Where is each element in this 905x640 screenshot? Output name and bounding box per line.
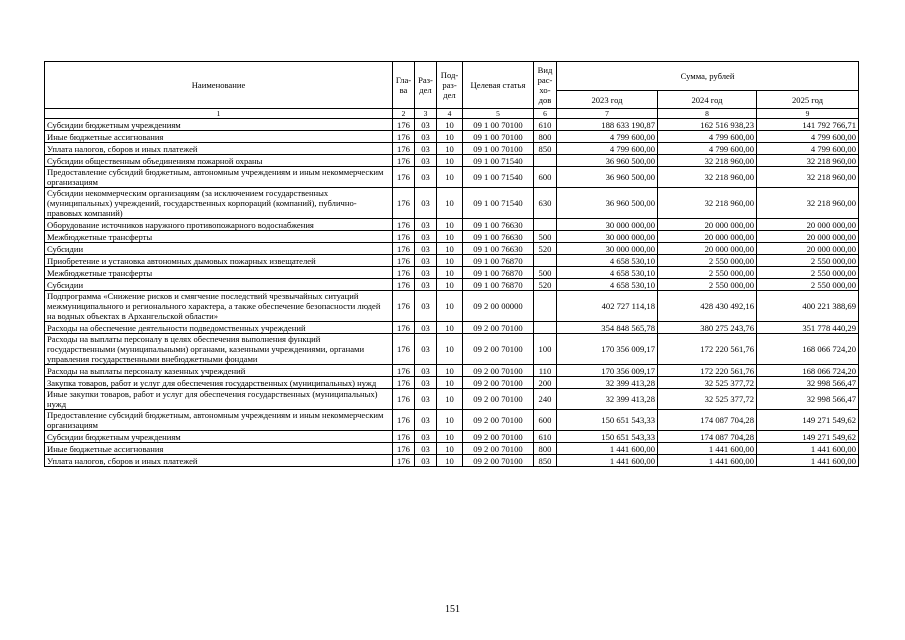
header-razdel: Раз-дел [415,62,437,109]
row-razdel: 03 [415,389,437,410]
table-row [45,291,859,322]
row-target: 09 2 00 70100 [463,377,534,389]
row-target: 09 1 00 76630 [463,219,534,231]
row-target: 09 2 00 70100 [463,365,534,377]
row-vid: 240 [534,389,557,410]
row-glava: 176 [393,243,415,255]
row-vid [534,291,557,322]
row-glava: 176 [393,365,415,377]
table-row [45,389,859,410]
row-sum-2023: 32 399 413,28 [557,389,658,410]
row-target: 09 1 00 76630 [463,231,534,243]
row-target: 09 1 00 76870 [463,267,534,279]
row-razdel: 03 [415,143,437,155]
row-name: Межбюджетные трансферты [45,267,393,279]
row-podrazdel: 10 [437,410,463,431]
row-podrazdel: 10 [437,243,463,255]
row-podrazdel: 10 [437,365,463,377]
row-sum-2023: 4 799 600,00 [557,143,658,155]
row-sum-2024: 174 087 704,28 [658,431,757,443]
table-row [45,231,859,243]
header-name: Наименование [45,62,393,109]
row-podrazdel: 10 [437,334,463,365]
column-number: 1 [45,109,393,119]
row-sum-2025: 168 066 724,20 [757,365,859,377]
row-glava: 176 [393,431,415,443]
row-razdel: 03 [415,443,437,455]
row-vid: 850 [534,455,557,467]
row-vid: 800 [534,443,557,455]
row-sum-2023: 36 960 500,00 [557,188,658,219]
row-vid: 610 [534,119,557,131]
row-vid [534,155,557,167]
row-sum-2023: 170 356 009,17 [557,365,658,377]
row-sum-2023: 4 658 530,10 [557,279,658,291]
row-razdel: 03 [415,267,437,279]
table-row [45,143,859,155]
row-sum-2023: 1 441 600,00 [557,455,658,467]
row-sum-2025: 32 218 960,00 [757,155,859,167]
row-razdel: 03 [415,410,437,431]
table-row [45,167,859,188]
row-vid [534,255,557,267]
column-number: 3 [415,109,437,119]
row-name: Субсидии общественным объединениям пожарной охраны [45,155,393,167]
row-podrazdel: 10 [437,188,463,219]
row-sum-2024: 32 218 960,00 [658,167,757,188]
column-number-row [45,109,859,119]
row-name: Уплата налогов, сборов и иных платежей [45,455,393,467]
row-sum-2024: 172 220 561,76 [658,365,757,377]
row-vid: 600 [534,410,557,431]
row-name: Иные бюджетные ассигнования [45,131,393,143]
row-target: 09 2 00 70100 [463,389,534,410]
row-sum-2024: 1 441 600,00 [658,443,757,455]
row-sum-2025: 20 000 000,00 [757,219,859,231]
page-number: 151 [445,604,460,615]
row-podrazdel: 10 [437,119,463,131]
row-sum-2025: 351 778 440,29 [757,322,859,334]
row-sum-2025: 2 550 000,00 [757,279,859,291]
table-row [45,243,859,255]
row-sum-2024: 32 525 377,72 [658,377,757,389]
row-target: 09 2 00 70100 [463,431,534,443]
row-sum-2024: 4 799 600,00 [658,143,757,155]
table-row [45,279,859,291]
row-name: Расходы на выплаты персоналу в целях обеспечения выполнения функций государственными (муниципальными) органами, казенными учреждениями, органами управления государственными внебюджетными фондами [45,334,393,365]
row-sum-2025: 32 998 566,47 [757,377,859,389]
row-razdel: 03 [415,377,437,389]
row-sum-2024: 2 550 000,00 [658,255,757,267]
row-vid: 110 [534,365,557,377]
row-glava: 176 [393,279,415,291]
row-podrazdel: 10 [437,155,463,167]
row-glava: 176 [393,291,415,322]
header-vid: Вид рас-хо-дов [534,62,557,109]
row-sum-2023: 402 727 114,18 [557,291,658,322]
row-target: 09 1 00 76870 [463,255,534,267]
row-sum-2023: 4 658 530,10 [557,255,658,267]
row-target: 09 1 00 70100 [463,119,534,131]
row-sum-2023: 170 356 009,17 [557,334,658,365]
row-razdel: 03 [415,334,437,365]
row-sum-2024: 4 799 600,00 [658,131,757,143]
row-sum-2023: 4 658 530,10 [557,267,658,279]
row-razdel: 03 [415,431,437,443]
row-glava: 176 [393,455,415,467]
row-podrazdel: 10 [437,322,463,334]
row-podrazdel: 10 [437,279,463,291]
row-sum-2025: 2 550 000,00 [757,255,859,267]
row-name: Субсидии [45,243,393,255]
row-name: Предоставление субсидий бюджетным, автономным учреждениям и иным некоммерческим организациям [45,410,393,431]
table-row [45,119,859,131]
row-sum-2024: 172 220 561,76 [658,334,757,365]
row-glava: 176 [393,267,415,279]
header-sum: Сумма, рублей [557,62,859,91]
row-sum-2025: 20 000 000,00 [757,243,859,255]
column-number: 5 [463,109,534,119]
table-row [45,377,859,389]
row-glava: 176 [393,377,415,389]
row-razdel: 03 [415,291,437,322]
row-sum-2024: 32 525 377,72 [658,389,757,410]
row-glava: 176 [393,155,415,167]
row-glava: 176 [393,219,415,231]
row-podrazdel: 10 [437,443,463,455]
row-sum-2024: 380 275 243,76 [658,322,757,334]
table-row [45,431,859,443]
row-podrazdel: 10 [437,231,463,243]
table-row [45,267,859,279]
row-name: Субсидии [45,279,393,291]
row-glava: 176 [393,131,415,143]
row-sum-2025: 4 799 600,00 [757,131,859,143]
table-row [45,322,859,334]
row-name: Межбюджетные трансферты [45,231,393,243]
row-name: Предоставление субсидий бюджетным, автономным учреждениям и иным некоммерческим организациям [45,167,393,188]
row-sum-2023: 36 960 500,00 [557,155,658,167]
table-row [45,188,859,219]
row-target: 09 1 00 76630 [463,243,534,255]
row-podrazdel: 10 [437,131,463,143]
row-sum-2023: 4 799 600,00 [557,131,658,143]
row-target: 09 2 00 70100 [463,443,534,455]
header-glava: Гла-ва [393,62,415,109]
row-vid: 520 [534,243,557,255]
header-year-2023: 2023 год [557,91,658,109]
row-target: 09 2 00 00000 [463,291,534,322]
header-year-2025: 2025 год [757,91,859,109]
row-sum-2023: 36 960 500,00 [557,167,658,188]
row-sum-2025: 32 998 566,47 [757,389,859,410]
row-sum-2024: 20 000 000,00 [658,219,757,231]
row-name: Расходы на выплаты персоналу казенных учреждений [45,365,393,377]
row-target: 09 2 00 70100 [463,322,534,334]
row-sum-2025: 149 271 549,62 [757,410,859,431]
row-sum-2025: 2 550 000,00 [757,267,859,279]
row-vid: 520 [534,279,557,291]
row-name: Закупка товаров, работ и услуг для обеспечения государственных (муниципальных) нужд [45,377,393,389]
row-sum-2025: 4 799 600,00 [757,143,859,155]
row-name: Уплата налогов, сборов и иных платежей [45,143,393,155]
row-podrazdel: 10 [437,167,463,188]
column-number: 7 [557,109,658,119]
row-sum-2025: 141 792 766,71 [757,119,859,131]
row-target: 09 1 00 71540 [463,155,534,167]
row-podrazdel: 10 [437,219,463,231]
row-razdel: 03 [415,131,437,143]
row-sum-2024: 2 550 000,00 [658,279,757,291]
table-row [45,365,859,377]
row-sum-2023: 30 000 000,00 [557,243,658,255]
row-sum-2023: 150 651 543,33 [557,431,658,443]
column-number: 2 [393,109,415,119]
row-podrazdel: 10 [437,291,463,322]
row-podrazdel: 10 [437,255,463,267]
row-vid: 100 [534,334,557,365]
row-glava: 176 [393,255,415,267]
row-sum-2024: 174 087 704,28 [658,410,757,431]
row-vid: 850 [534,143,557,155]
row-sum-2025: 149 271 549,62 [757,431,859,443]
row-sum-2024: 20 000 000,00 [658,231,757,243]
row-target: 09 1 00 76870 [463,279,534,291]
row-podrazdel: 10 [437,377,463,389]
row-name: Субсидии некоммерческим организациям (за исключением государственных (муниципальных) учреждений, государственных корпораций (компаний), публично-правовых компаний) [45,188,393,219]
row-razdel: 03 [415,243,437,255]
row-sum-2024: 20 000 000,00 [658,243,757,255]
row-vid: 500 [534,267,557,279]
row-podrazdel: 10 [437,143,463,155]
row-sum-2024: 32 218 960,00 [658,188,757,219]
row-sum-2024: 428 430 492,16 [658,291,757,322]
row-name: Оборудование источников наружного противопожарного водоснабжения [45,219,393,231]
row-podrazdel: 10 [437,267,463,279]
row-name: Приобретение и установка автономных дымовых пожарных извещателей [45,255,393,267]
row-razdel: 03 [415,255,437,267]
row-sum-2025: 1 441 600,00 [757,455,859,467]
row-sum-2023: 1 441 600,00 [557,443,658,455]
row-razdel: 03 [415,167,437,188]
row-razdel: 03 [415,322,437,334]
row-sum-2023: 30 000 000,00 [557,219,658,231]
row-glava: 176 [393,143,415,155]
row-glava: 176 [393,389,415,410]
row-glava: 176 [393,188,415,219]
table-row [45,334,859,365]
row-glava: 176 [393,119,415,131]
table-row [45,410,859,431]
row-name: Подпрограмма «Снижение рисков и смягчение последствий чрезвычайных ситуаций межмуниципального и регионального характера, а также обеспечение безопасности людей на водных объектах в Архангельской области» [45,291,393,322]
budget-table [44,61,859,467]
row-podrazdel: 10 [437,431,463,443]
row-name: Расходы на обеспечение деятельности подведомственных учреждений [45,322,393,334]
row-razdel: 03 [415,279,437,291]
row-sum-2024: 32 218 960,00 [658,155,757,167]
row-name: Субсидии бюджетным учреждениям [45,119,393,131]
row-sum-2025: 168 066 724,20 [757,334,859,365]
row-sum-2023: 150 651 543,33 [557,410,658,431]
row-razdel: 03 [415,365,437,377]
row-razdel: 03 [415,188,437,219]
row-sum-2024: 1 441 600,00 [658,455,757,467]
row-glava: 176 [393,443,415,455]
row-sum-2024: 2 550 000,00 [658,267,757,279]
row-sum-2025: 32 218 960,00 [757,188,859,219]
row-vid: 600 [534,167,557,188]
row-glava: 176 [393,167,415,188]
row-sum-2025: 400 221 388,69 [757,291,859,322]
row-razdel: 03 [415,119,437,131]
row-glava: 176 [393,334,415,365]
row-razdel: 03 [415,219,437,231]
header-target: Целевая статья [463,62,534,109]
row-sum-2023: 188 633 190,87 [557,119,658,131]
row-target: 09 2 00 70100 [463,334,534,365]
row-sum-2025: 20 000 000,00 [757,231,859,243]
row-vid [534,219,557,231]
column-number: 4 [437,109,463,119]
header-year-2024: 2024 год [658,91,757,109]
column-number: 8 [658,109,757,119]
row-vid [534,322,557,334]
row-sum-2025: 32 218 960,00 [757,167,859,188]
row-vid: 800 [534,131,557,143]
row-target: 09 1 00 71540 [463,167,534,188]
row-razdel: 03 [415,155,437,167]
table-row [45,443,859,455]
row-name: Иные бюджетные ассигнования [45,443,393,455]
table-row [45,255,859,267]
row-glava: 176 [393,231,415,243]
header-row [45,62,859,91]
row-vid: 500 [534,231,557,243]
row-name: Иные закупки товаров, работ и услуг для обеспечения государственных (муниципальных) нужд [45,389,393,410]
row-target: 09 1 00 70100 [463,143,534,155]
row-sum-2025: 1 441 600,00 [757,443,859,455]
row-target: 09 2 00 70100 [463,455,534,467]
row-target: 09 1 00 70100 [463,131,534,143]
table-row [45,219,859,231]
row-glava: 176 [393,322,415,334]
row-name: Субсидии бюджетным учреждениям [45,431,393,443]
row-target: 09 1 00 71540 [463,188,534,219]
row-sum-2023: 30 000 000,00 [557,231,658,243]
header-podrazdel: Под-раз-дел [437,62,463,109]
row-sum-2023: 354 848 565,78 [557,322,658,334]
column-number: 9 [757,109,859,119]
row-podrazdel: 10 [437,455,463,467]
row-vid: 630 [534,188,557,219]
row-glava: 176 [393,410,415,431]
row-vid: 200 [534,377,557,389]
row-podrazdel: 10 [437,389,463,410]
row-sum-2023: 32 399 413,28 [557,377,658,389]
table-row [45,455,859,467]
row-razdel: 03 [415,231,437,243]
table-row [45,131,859,143]
column-number: 6 [534,109,557,119]
row-vid: 610 [534,431,557,443]
row-target: 09 2 00 70100 [463,410,534,431]
table-row [45,155,859,167]
table-body [45,119,859,467]
row-razdel: 03 [415,455,437,467]
row-sum-2024: 162 516 938,23 [658,119,757,131]
